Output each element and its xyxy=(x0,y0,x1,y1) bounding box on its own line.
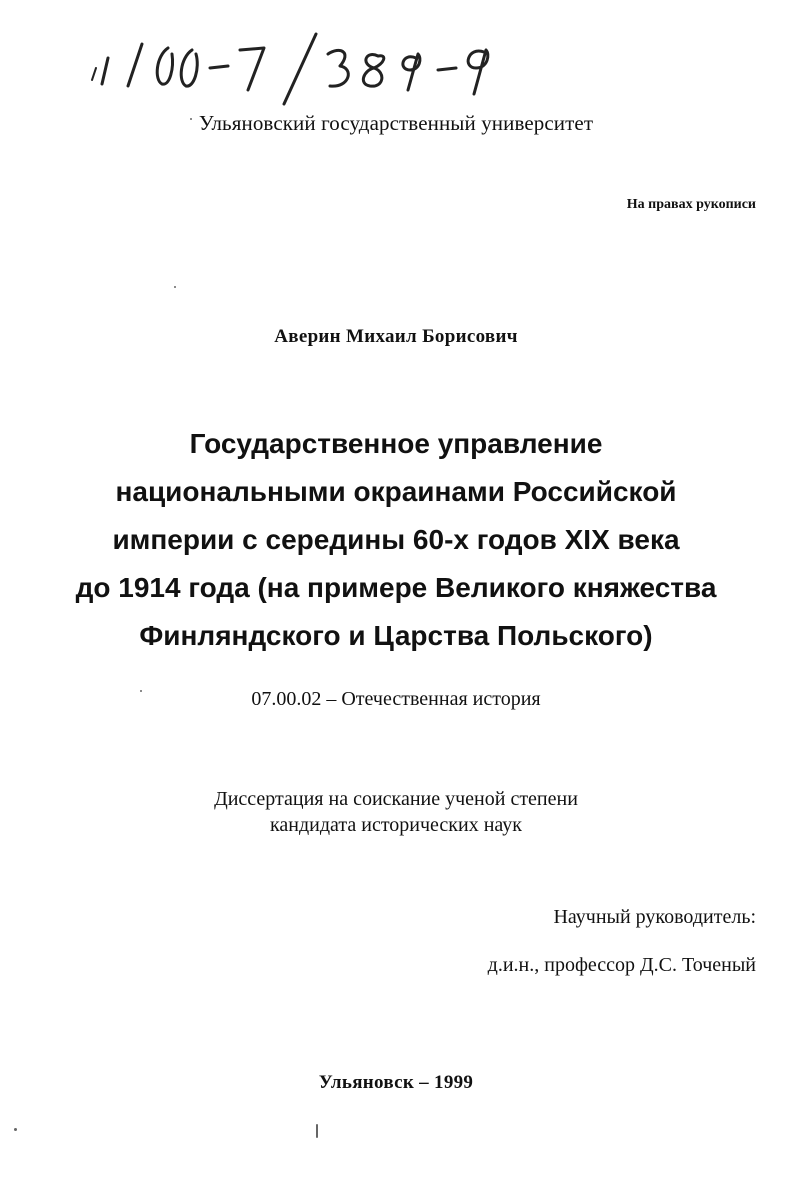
scan-speck xyxy=(140,690,142,692)
title-line: Финляндского и Царства Польского) xyxy=(139,620,653,651)
title-line: империи с середины 60-х годов XIX века xyxy=(112,524,680,555)
manuscript-rights-note: На правах рукописи xyxy=(626,197,756,212)
svg-text:1 00-7/389-9: 1 00-7/389-9 xyxy=(88,28,94,29)
dissertation-title xyxy=(0,420,792,660)
city-year: Ульяновск – 1999 xyxy=(318,1072,474,1093)
title-line: национальными окраинами Российской xyxy=(115,476,677,507)
title-line: Государственное управление xyxy=(189,428,603,459)
title-line: до 1914 года (на примере Великого княжества xyxy=(75,572,717,603)
scan-speck xyxy=(174,286,176,288)
supervisor-label: Научный руководитель: xyxy=(553,906,756,928)
specialty-code: 07.00.02 – Отечественная история xyxy=(251,688,541,710)
scan-speck xyxy=(190,118,192,120)
handwritten-archive-number xyxy=(88,28,518,108)
scan-speck xyxy=(14,1128,17,1131)
degree-statement xyxy=(0,786,792,838)
university-name: Ульяновский государственный университет xyxy=(198,111,594,135)
supervisor-name: д.и.н., профессор Д.С. Точеный xyxy=(487,954,756,976)
degree-line: Диссертация на соискание ученой степени xyxy=(214,788,578,810)
degree-line: кандидата исторических наук xyxy=(269,814,523,836)
author-name: Аверин Михаил Борисович xyxy=(274,326,518,347)
scan-speck xyxy=(316,1124,318,1138)
